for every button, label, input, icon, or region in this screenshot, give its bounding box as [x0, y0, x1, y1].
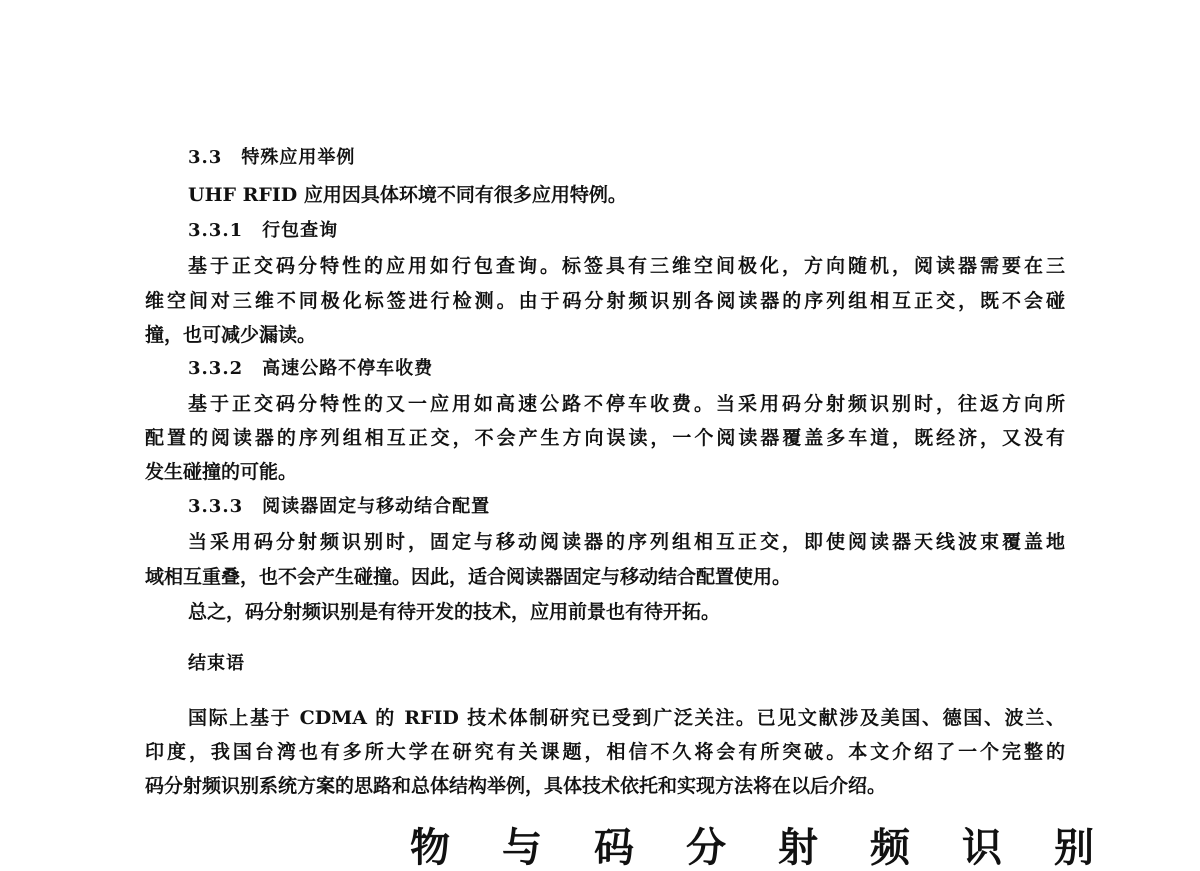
- paragraph-line: 维空间对三维不同极化标签进行检测。由于码分射频识别各阅读器的序列组相互正交，既不会碰: [145, 290, 1065, 312]
- paragraph-line: 印度，我国台湾也有多所大学在研究有关课题，相信不久将会有所突破。本文介绍了一个完整的: [145, 741, 1065, 763]
- paragraph-line: 撞，也可减少漏读。: [145, 324, 317, 346]
- summary-line: 总之，码分射频识别是有待开发的技术，应用前景也有待开拓。: [188, 601, 721, 623]
- paragraph-line: 发生碰撞的可能。: [145, 461, 298, 483]
- section-heading-3-3-3: 3.3.3 阅读器固定与移动结合配置: [188, 496, 491, 517]
- paragraph-line: 国际上基于 CDMA 的 RFID 技术体制研究已受到广泛关注。已见文献涉及美国、德国、波兰、: [188, 707, 1065, 729]
- paragraph-line: 基于正交码分特性的又一应用如高速公路不停车收费。当采用码分射频识别时，往返方向所: [188, 393, 1065, 415]
- paragraph-line: 基于正交码分特性的应用如行包查询。标签具有三维空间极化，方向随机，阅读器需要在三: [188, 255, 1065, 277]
- section-heading-3-3-2: 3.3.2 高速公路不停车收费: [188, 358, 434, 379]
- paragraph-line: 码分射频识别系统方案的思路和总体结构举例，具体技术依托和实现方法将在以后介绍。: [145, 775, 887, 797]
- section-heading-3-3-1: 3.3.1 行包查询: [188, 220, 339, 241]
- section-heading-3-3: 3.3 特殊应用举例: [188, 147, 356, 168]
- section-intro-3-3: UHF RFID 应用因具体环境不同有很多应用特例。: [188, 184, 627, 206]
- next-article-title: 物 与 码 分 射 频 识 别: [410, 824, 1146, 871]
- paragraph-line: 当采用码分射频识别时，固定与移动阅读器的序列组相互正交，即使阅读器天线波束覆盖地: [188, 531, 1065, 553]
- paragraph-line: 域相互重叠，也不会产生碰撞。因此，适合阅读器固定与移动结合配置使用。: [145, 566, 792, 588]
- paragraph-line: 配置的阅读器的序列组相互正交，不会产生方向误读，一个阅读器覆盖多车道，既经济，又没有: [145, 427, 1065, 449]
- conclusion-heading: 结束语: [188, 653, 245, 674]
